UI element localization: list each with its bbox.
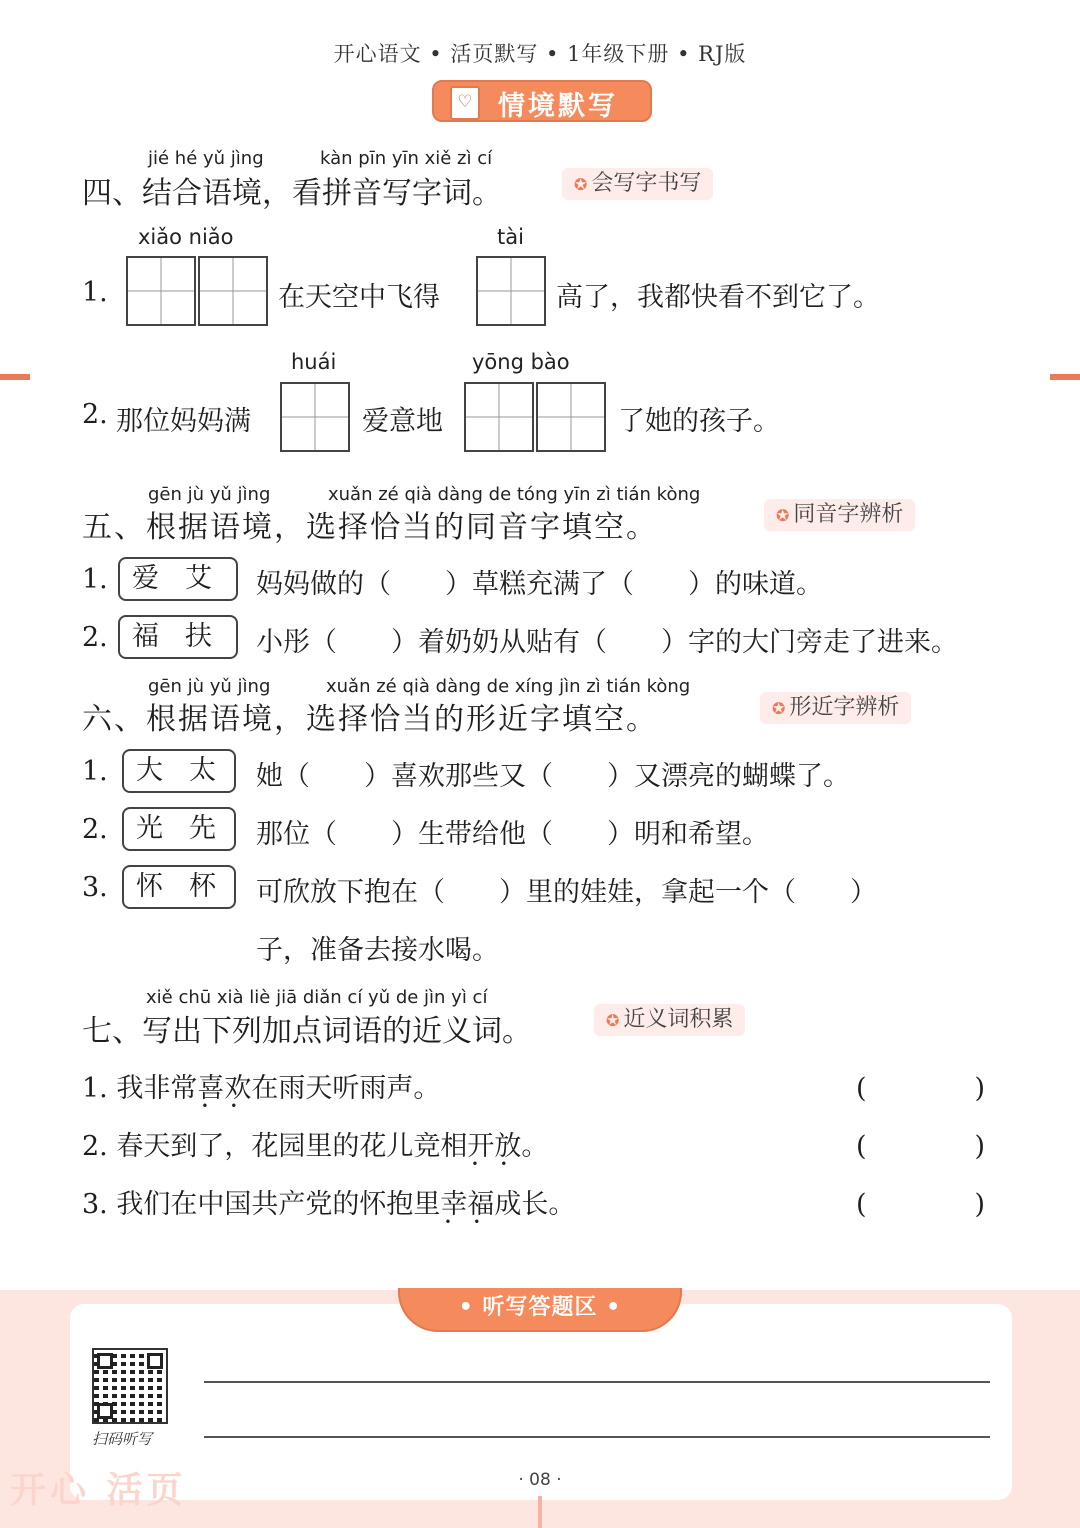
q6-3-text: 可欣放下抱在（ ）里的娃娃，拿起一个（ ）	[256, 877, 877, 908]
right-edge-mark	[1050, 374, 1080, 380]
section5-tag: ✪ 同音字辨析	[764, 499, 915, 531]
q7-3-answer-blank[interactable]: ( )	[856, 1189, 986, 1220]
q4-1-text2: 高了，我都快看不到它了。	[556, 282, 880, 313]
section4-pinyin-b: kàn pīn yīn xiě zì cí	[320, 148, 493, 169]
q7-2-sentence: 2. 春天到了，花园里的花儿竞相开放 • •。	[82, 1124, 548, 1163]
q4-1-text1: 在天空中飞得	[278, 282, 440, 313]
q7-1-sentence: 1. 我非常喜欢 • •在雨天听雨声。	[82, 1066, 440, 1105]
dotted-word: 幸福 • •	[440, 1189, 494, 1220]
tag-dot-icon: ✪	[772, 699, 786, 718]
section7-title: 七、写出下列加点词语的近义词。	[82, 1014, 532, 1049]
section6-pinyin-b: xuǎn zé qià dàng de xíng jìn zì tián kòng	[326, 676, 691, 697]
brand-logo: 开心 活页	[10, 1470, 187, 1511]
answer-line[interactable]	[204, 1436, 990, 1438]
series-header: 开心语文 • 活页默写 • 1年级下册 • RJ版	[333, 42, 747, 66]
banner-title: 情境默写	[498, 91, 618, 122]
qr-code-icon[interactable]	[92, 1348, 168, 1424]
q4-1-pinyin-1: xiǎo niǎo	[138, 225, 234, 249]
q4-2-text0: 那位妈妈满	[116, 406, 251, 437]
q5-2-number: 2.	[82, 622, 108, 653]
q5-2-choice-box: 福扶	[118, 615, 238, 659]
section5-title: 五、根据语境，选择恰当的同音字填空。	[82, 510, 658, 545]
q5-1-choice-box: 爱艾	[118, 557, 238, 601]
section4-tag: ✪ 会写字书写	[562, 168, 713, 200]
writing-grid-box[interactable]	[280, 382, 350, 452]
section5-pinyin-b: xuǎn zé qià dàng de tóng yīn zì tián kòng	[328, 484, 701, 505]
page-binding-mark	[538, 1496, 542, 1528]
q6-2-number: 2.	[82, 814, 108, 845]
qr-label: 扫码听写	[92, 1430, 153, 1448]
q4-2-text1: 爱意地	[362, 406, 443, 437]
section6-pinyin-a: gēn jù yǔ jìng	[148, 676, 271, 697]
q7-1-answer-blank[interactable]: ( )	[856, 1073, 986, 1104]
writing-grid-box[interactable]	[476, 256, 546, 326]
q4-2-text2: 了她的孩子。	[618, 406, 780, 437]
q6-1-number: 1.	[82, 756, 108, 787]
dotted-word: 开放 • •	[467, 1131, 521, 1162]
q4-2-pinyin-2: yōng bào	[472, 350, 570, 374]
section5-pinyin-a: gēn jù yǔ jìng	[148, 484, 271, 505]
section6-title: 六、根据语境，选择恰当的形近字填空。	[82, 702, 658, 737]
q5-1-number: 1.	[82, 564, 108, 595]
writing-grid-box[interactable]	[198, 256, 268, 326]
dotted-word: 喜欢 • •	[197, 1073, 251, 1104]
q6-3-text-continued: 子，准备去接水喝。	[256, 935, 499, 966]
tag-dot-icon: ✪	[606, 1011, 620, 1030]
section6-tag: ✪ 形近字辨析	[760, 692, 911, 724]
tag-dot-icon: ✪	[574, 175, 588, 194]
section7-tag: ✪ 近义词积累	[594, 1004, 745, 1036]
section4-title: 四、结合语境，看拼音写字词。	[82, 176, 502, 211]
q6-2-text: 那位（ ）生带给他（ ）明和希望。	[256, 819, 769, 850]
writing-grid-box[interactable]	[126, 256, 196, 326]
q4-2-number: 2.	[82, 399, 108, 430]
heart-book-icon: ♡	[450, 86, 480, 120]
section4-pinyin-a: jié hé yǔ jìng	[148, 148, 264, 169]
q6-2-choice-box: 光先	[122, 807, 236, 851]
tag-dot-icon: ✪	[776, 506, 790, 525]
q4-1-pinyin-2: tài	[497, 225, 524, 249]
q5-1-text: 妈妈做的（ ）草糕充满了（ ）的味道。	[256, 569, 823, 600]
q4-2-pinyin-1: huái	[291, 350, 337, 374]
answer-line[interactable]	[204, 1381, 990, 1383]
q6-1-text: 她（ ）喜欢那些又（ ）又漂亮的蝴蝶了。	[256, 761, 850, 792]
q4-1-number: 1.	[82, 277, 108, 308]
page-number: · 08 ·	[518, 1470, 562, 1490]
q6-3-number: 3.	[82, 872, 108, 903]
answer-area-title: • 听写答题区 •	[398, 1288, 682, 1332]
q7-2-answer-blank[interactable]: ( )	[856, 1131, 986, 1162]
q6-3-choice-box: 怀杯	[122, 865, 236, 909]
section7-pinyin: xiě chū xià liè jiā diǎn cí yǔ de jìn yì cí	[146, 987, 488, 1008]
q7-3-sentence: 3. 我们在中国共产党的怀抱里幸福 • •成长。	[82, 1182, 575, 1221]
writing-grid-box[interactable]	[464, 382, 534, 452]
section-banner	[432, 80, 652, 122]
left-edge-mark	[0, 374, 30, 380]
q5-2-text: 小彤（ ）着奶奶从贴有（ ）字的大门旁走了进来。	[256, 627, 958, 658]
q6-1-choice-box: 大太	[122, 749, 236, 793]
writing-grid-box[interactable]	[536, 382, 606, 452]
